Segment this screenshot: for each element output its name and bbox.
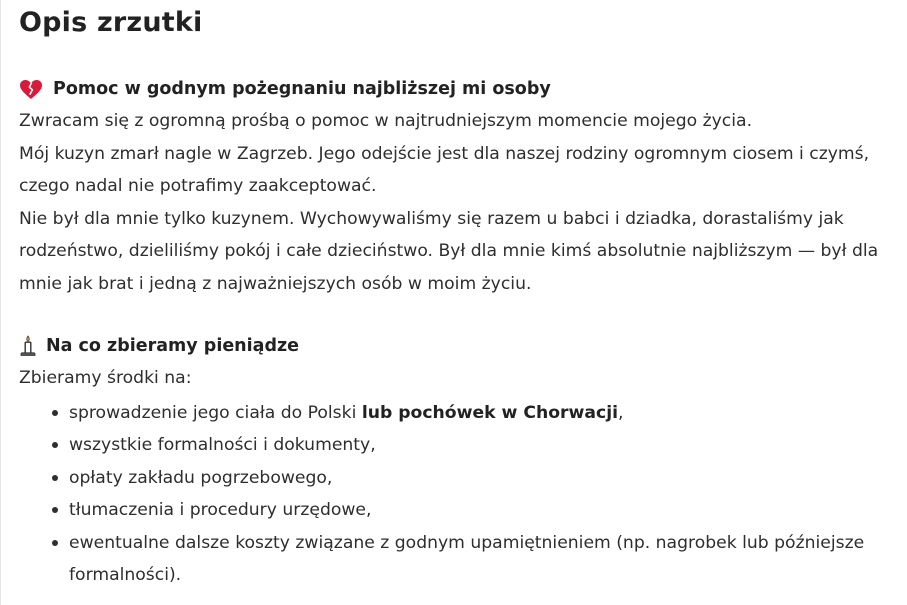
candle-icon: [19, 335, 39, 357]
list-item: sprowadzenie jego ciała do Polski lub pochówek w Chorwacji,: [69, 397, 899, 430]
section-heading-funds: [19, 334, 899, 358]
broken-heart-icon: [19, 78, 45, 100]
page-title: Opis zrzutki: [19, 7, 203, 38]
funds-intro: Zbieramy środki na:: [19, 368, 192, 388]
paragraph-2: Mój kuzyn zmarł nagle w Zagrzeb. Jego odejście jest dla naszej rodziny ogromnym ciosem i czymś, czego nadal nie potrafimy zaakceptować.: [19, 143, 870, 196]
funds-list: [19, 397, 899, 592]
section-heading-text: Pomoc w godnym pożegnaniu najbliższej mi osoby: [53, 79, 551, 99]
section-heading-farewell: [19, 77, 899, 101]
section-heading-text: Na co zbieramy pieniądze: [46, 336, 300, 356]
paragraph-3: Nie był dla mnie tylko kuzynem. Wychowywaliśmy się razem u babci i dziadka, dorastaliśmy jak rodzeństwo, dzieliliśmy pokój i całe dzieciństwo. Był dla mnie kimś absolutnie najbliższym — był dla mnie jak brat i jedną z najważniejszych osób w moim życiu.: [19, 208, 879, 294]
list-item: tłumaczenia i procedury urzędowe,: [69, 494, 899, 527]
paragraph-1: Zwracam się z ogromną prośbą o pomoc w najtrudniejszym momencie mojego życia.: [19, 111, 753, 131]
list-item: opłaty zakładu pogrzebowego,: [69, 462, 899, 495]
list-item: ewentualne dalsze koszty związane z godnym upamiętnieniem (np. nagrobek lub późniejsze formalności).: [69, 527, 899, 592]
list-item: wszystkie formalności i dokumenty,: [69, 429, 899, 462]
